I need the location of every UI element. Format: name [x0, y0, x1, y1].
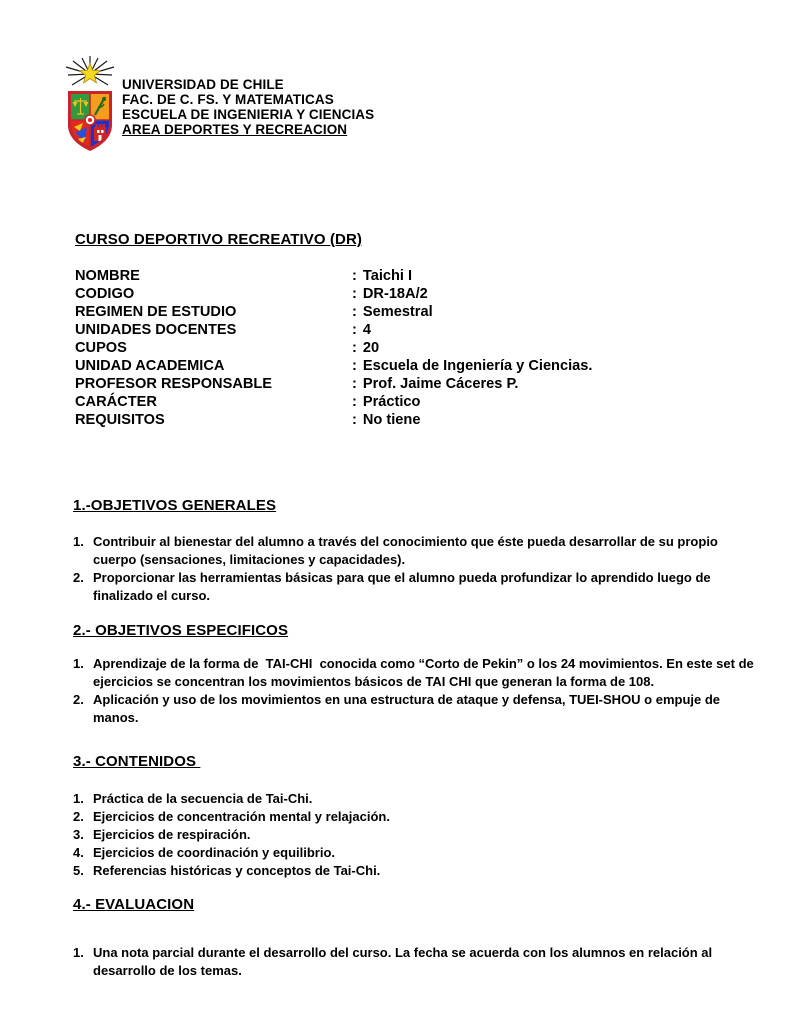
- item-number: 3.: [73, 827, 84, 842]
- field-label: REGIMEN DE ESTUDIO: [75, 304, 237, 320]
- field-row-cupos: [75, 339, 592, 357]
- field-value: [352, 411, 420, 429]
- section-heading-objetivos-especificos: 2.- OBJETIVOS ESPECIFICOS: [73, 622, 289, 639]
- list-item: [73, 844, 763, 862]
- colon: :: [352, 340, 357, 356]
- colon: :: [352, 322, 357, 338]
- page-title: CURSO DEPORTIVO RECREATIVO (DR): [75, 231, 363, 248]
- field-value: [352, 357, 592, 375]
- item-number: 1.: [73, 534, 84, 549]
- field-value-text: 4: [362, 322, 371, 338]
- field-value: [352, 285, 428, 303]
- list-item: [73, 533, 763, 569]
- item-number: 1.: [73, 945, 84, 960]
- section-heading-evaluacion: 4.- EVALUACION: [73, 896, 195, 913]
- letterhead-line-school: ESCUELA DE INGENIERIA Y CIENCIAS: [122, 107, 375, 122]
- field-label: UNIDADES DOCENTES: [75, 322, 237, 338]
- list-item: [73, 655, 763, 691]
- list-item: [73, 944, 763, 980]
- colon: :: [352, 286, 357, 302]
- colon: :: [352, 394, 357, 410]
- field-value: [352, 339, 379, 357]
- crest-icon: [62, 55, 118, 155]
- university-crest-logo: [62, 55, 118, 155]
- field-row-unidades: [75, 321, 592, 339]
- field-label: CODIGO: [75, 286, 135, 302]
- field-value-text: Semestral: [362, 304, 433, 320]
- field-value-text: Taichi I: [362, 268, 413, 284]
- list-item: [73, 790, 763, 808]
- list-item: [73, 569, 763, 605]
- field-label: NOMBRE: [75, 268, 140, 284]
- colon: :: [352, 304, 357, 320]
- field-row-requisitos: [75, 411, 592, 429]
- list-item: [73, 808, 763, 826]
- field-label: CUPOS: [75, 340, 127, 356]
- field-value-text: No tiene: [362, 412, 421, 428]
- item-text: Ejercicios de concentración mental y relajación.: [93, 809, 390, 824]
- field-row-nombre: [75, 267, 592, 285]
- field-label: CARÁCTER: [75, 394, 157, 410]
- field-row-codigo: [75, 285, 592, 303]
- section-heading-contenidos: 3.- CONTENIDOS: [73, 753, 201, 770]
- field-value-text: Prof. Jaime Cáceres P.: [362, 376, 519, 392]
- item-number: 1.: [73, 656, 84, 671]
- list-item: [73, 826, 763, 844]
- field-row-caracter: [75, 393, 592, 411]
- letterhead: [122, 77, 374, 137]
- colon: :: [352, 358, 357, 374]
- list-item: [73, 691, 763, 727]
- item-text: Contribuir al bienestar del alumno a través del conocimiento que éste pueda desarrollar de su propio cuerpo (sensaciones, limitaciones y capacidades).: [93, 534, 722, 567]
- field-value: [352, 321, 371, 339]
- item-number: 2.: [73, 570, 84, 585]
- item-number: 4.: [73, 845, 84, 860]
- field-value: [352, 267, 412, 285]
- field-label: UNIDAD ACADEMICA: [75, 358, 225, 374]
- field-value: [352, 375, 518, 393]
- list-item: [73, 862, 763, 880]
- field-value-text: DR-18A/2: [362, 286, 428, 302]
- field-value-text: 20: [362, 340, 380, 356]
- field-value-text: Escuela de Ingeniería y Ciencias.: [362, 358, 593, 374]
- item-text: Aplicación y uso de los movimientos en una estructura de ataque y defensa, TUEI-SHOU o empuje de manos.: [93, 692, 724, 725]
- item-text: Ejercicios de respiración.: [93, 827, 251, 842]
- colon: :: [352, 268, 357, 284]
- item-number: 2.: [73, 692, 84, 707]
- item-text: Referencias históricas y conceptos de Tai-Chi.: [93, 863, 381, 878]
- item-text: Aprendizaje de la forma de TAI-CHI conocida como “Corto de Pekin” o los 24 movimientos. En este set de ejercicios se concentran los movimientos básicos de TAI CHI que generan la forma de 108.: [93, 656, 758, 689]
- field-row-unidad-academica: [75, 357, 592, 375]
- field-value: [352, 303, 433, 321]
- section-heading-objetivos-generales: 1.-OBJETIVOS GENERALES: [73, 497, 277, 514]
- item-text: Práctica de la secuencia de Tai-Chi.: [93, 791, 313, 806]
- item-text: Una nota parcial durante el desarrollo del curso. La fecha se acuerda con los alumnos en relación al desarrollo de los temas.: [93, 945, 716, 978]
- colon: :: [352, 376, 357, 392]
- field-value-text: Práctico: [362, 394, 421, 410]
- item-text: Ejercicios de coordinación y equilibrio.: [93, 845, 336, 860]
- item-number: 2.: [73, 809, 84, 824]
- section-list-objetivos-generales: [73, 533, 763, 605]
- field-row-profesor: [75, 375, 592, 393]
- course-info-fields: [75, 267, 592, 429]
- field-label: REQUISITOS: [75, 412, 165, 428]
- item-number: 5.: [73, 863, 84, 878]
- section-list-evaluacion: [73, 944, 763, 980]
- letterhead-line-faculty: FAC. DE C. FS. Y MATEMATICAS: [122, 92, 334, 107]
- field-label: PROFESOR RESPONSABLE: [75, 376, 273, 392]
- item-text: Proporcionar las herramientas básicas para que el alumno pueda profundizar lo aprendido luego de finalizado el curso.: [93, 570, 715, 603]
- field-value: [352, 393, 420, 411]
- section-list-contenidos: [73, 790, 763, 880]
- letterhead-line-university: UNIVERSIDAD DE CHILE: [122, 77, 284, 92]
- letterhead-line-area: AREA DEPORTES Y RECREACION: [122, 122, 348, 137]
- field-row-regimen: [75, 303, 592, 321]
- section-list-objetivos-especificos: [73, 655, 763, 727]
- item-number: 1.: [73, 791, 84, 806]
- colon: :: [352, 412, 357, 428]
